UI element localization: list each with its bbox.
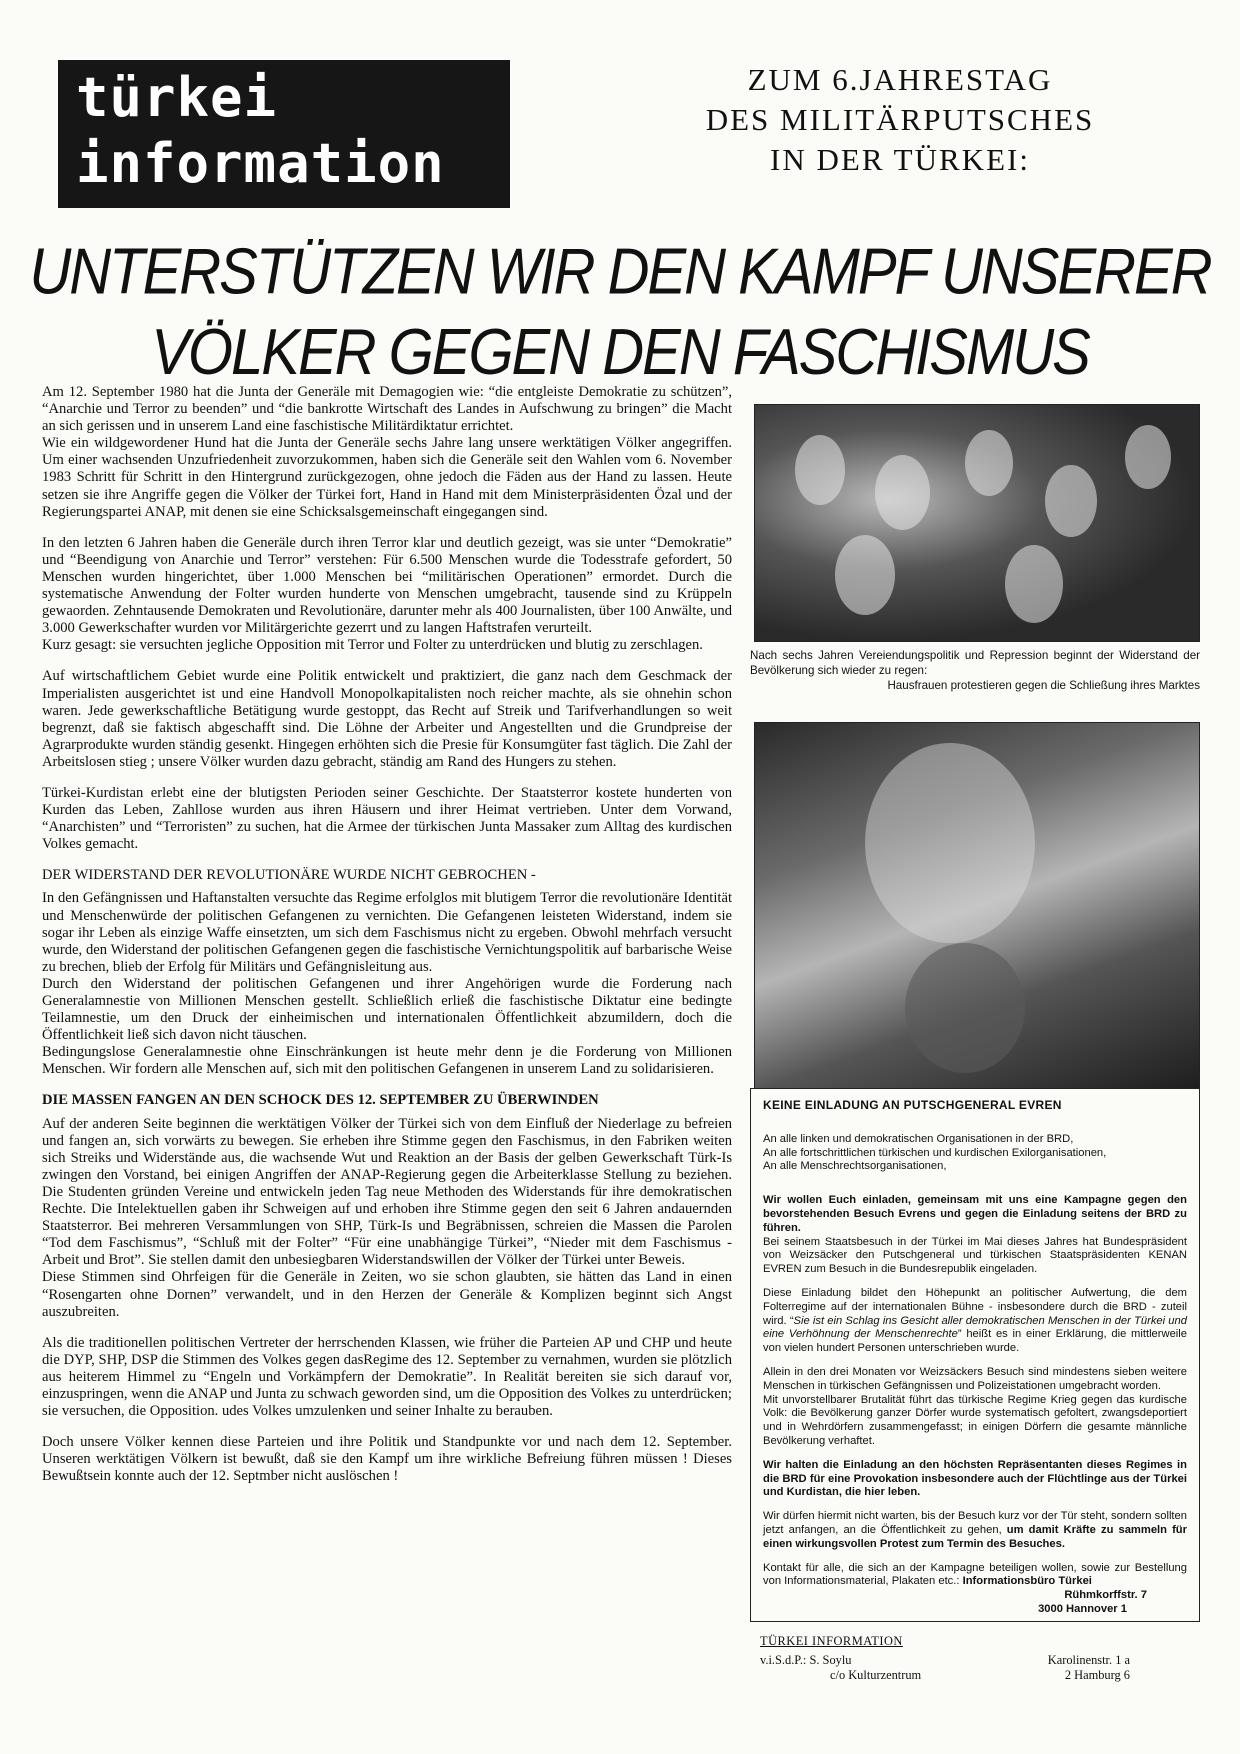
- footer-title: TÜRKEI INFORMATION: [760, 1634, 903, 1648]
- article-paragraph: Wie ein wildgewordener Hund hat die Junta der Generäle sechs Jahre lang unsere werktätigen Völker angegriffen. Um einer wachsenden Unzufriedenheit zuvorzukommen, haben sich die Generäle seit den Wahlen vom 6. November 1983 Schritt für Schritt in den Hintergrund zurückgezogen, ohne jedoch die Fäden aus der Hand zu lassen. Heute setzen sie ihre Angriffe gegen die Völker der Türkei fort, Hand in Hand mit dem Ministerpräsidenten Özal und der Regierungspartei ANAP, mit denen sie eine Schicksalsgemeinschaft eingegangen sind.: [42, 435, 732, 520]
- article-paragraph: In den Gefängnissen und Haftanstalten versuchte das Regime erfolglos mit blutigem Terror die revolutionäre Identität und Menschenwürde der politischen Gefangenen zu vernichten. Die Gefangenen leisteten Widerstand, indem sie sogar ihr Leben als einzige Waffe einsetzten, um sich dem Faschismus nicht zu ergeben. Obwohl mehrfach versucht wurde, den Widerstand der politischen Gefangenen gegen die faschistische Vernichtungspolitik auf barbarische Weise zu brechen, blieb der Erfolg für Militärs und Gefängnisleitung aus.: [42, 890, 732, 975]
- campaign-box: [750, 1088, 1200, 1622]
- box-bold-paragraph: Wir wollen Euch einladen, gemeinsam mit uns eine Kampagne gegen den bevorstehenden Besuch Evrens und gegen die Einladung seitens der BRD zu führen.: [763, 1194, 1187, 1234]
- article-paragraph: In den letzten 6 Jahren haben die Generäle durch ihren Terror klar und deutlich gezeigt, was sie unter “Demokratie” und “Beendigung von Anarchie und Terror” verstehen: Für 6.500 Menschen wurde die Todesstrafe gefordert, 50 Menschen wurden hingerichtet, über 1.000 Menschen bei “militärischen Operationen” ermordet. Durch die systematische Anwendung der Folter wurden hunderte von Menschen umgebracht, tausende sind zu Krüppeln gewaorden. Zehntausende Demokraten und Revolutionäre, darunter mehr als 400 Journalisten, über 100 Anwälte, und 3.000 Gewerkschafter wurden vor Militärgerichte gezerrt und zu langen Haftstrafen verurteilt.: [42, 534, 732, 637]
- kicker-line-3: IN DER TÜRKEI:: [770, 142, 1030, 177]
- box-address-city: 3000 Hannover 1: [1038, 1602, 1127, 1615]
- box-quote: Sie ist ein Schlag ins Gesicht aller demokratischen Menschen in der Türkei und eine Verhöhnung der Menschenrechte: [763, 1314, 1187, 1341]
- section-heading: DER WIDERSTAND DER REVOLUTIONÄRE WURDE NICHT GEBROCHEN -: [42, 867, 536, 884]
- article-paragraph: Am 12. September 1980 hat die Junta der Generäle mit Demagogien wie: “die entgleiste Demokratie zu schützen”, “Anarchie und Terror zu beenden” und “die bankrotte Wirtschaft des Landes in Aufschwung zu bringen” die Macht an sich gerissen und in unserem Land eine faschistische Militärdiktatur errichtet.: [42, 384, 732, 435]
- masthead-line-1: türkei: [76, 66, 278, 129]
- photo-caption-subline: Hausfrauen protestieren gegen die Schließung ihres Marktes: [887, 679, 1200, 692]
- article-paragraph: Bedingungslose Generalamnestie ohne Einschränkungen ist heute mehr denn je die Forderung von Millionen Menschen. Wir fordern alle Menschen auf, sich mit den politischen Gefangenen in unserem Land zu solidarisieren.: [42, 1044, 732, 1078]
- article-paragraph: Diese Stimmen sind Ohrfeigen für die Generäle in Zeiten, wo sie schon glaubten, sie hätten das Land in einen “Rosengarten ohne Dornen” verwandelt, und in den Herzen der Generäle & Komplizen beginnt sich Angst auszubreiten.: [42, 1269, 732, 1320]
- article-paragraph: Durch den Widerstand der politischen Gefangenen und ihrer Angehörigen wurde die Forderung nach Generalamnestie von Millionen Menschen gestellt. Schließlich erließ die faschistische Diktatur eine bedingte Teilamnestie, um den Druck der einheimischen und internationalen Öffentlichkeit abzumildern, doch die Öffentlichkeit ließ sich davon nicht täuschen.: [42, 975, 732, 1044]
- box-paragraph: Wir dürfen hiermit nicht warten, bis der Besuch kurz vor der Tür steht, sondern sollten jetzt anfangen, an die Öffentlichkeit zu gehen, um damit Kräfte zu sammeln für einen wirkungsvollen Protest zum Termin des Besuches.: [763, 1510, 1187, 1550]
- kicker-line-2: DES MILITÄRPUTSCHES: [705, 102, 1095, 137]
- footer-visdp: v.i.S.d.P.: S. Soylu: [760, 1653, 852, 1667]
- box-title: KEINE EINLADUNG AN PUTSCHGENERAL EVREN: [763, 1098, 1062, 1112]
- headline: [20, 232, 1220, 393]
- box-bold-paragraph: Wir halten die Einladung an den höchsten Repräsentanten dieses Regimes in die BRD für eine Provokation insbesondere auch der Flüchtlinge aus der Türkei und Kurdistan, die hier leben.: [763, 1458, 1187, 1499]
- photo-protest-housewives: [754, 404, 1200, 642]
- footer-co: c/o Kulturzentrum: [830, 1668, 922, 1682]
- article-paragraph: Als die traditionellen politischen Vertreter der herrschenden Klassen, wie früher die Parteien AP und CHP und heute die DYP, SHP, DSP die Stimmen des Volkes gegen dasRegime des 12. September zu vernahmen, wurden sie plötzlich aus heiterem Himmel zu “Engeln und Vorkämpfern der Demokratie”. In Realität bereiten sie sich darauf vor, einzuspringen, wenn die ANAP und Junta zu schwach geworden sind, um die Opposition des Volkes zu unterdrücken; sie versuchen, die Opposition. udes Volkes umzulenken und seiner Inhalte zu berauben.: [42, 1334, 732, 1420]
- box-paragraph: Diese Einladung bildet den Höhepunkt an politischer Aufwertung, die dem Folterregime auf der internationalen Bühne - insbesondere durch die BRD - zuteil wird. “Sie ist ein Schlag ins Gesicht aller demokratischen Menschen in der Türkei und eine Verhöhnung der Menschenrechte” heißt es in einer Erklärung, die mittlerweile von vielen hundert Personen unterschrieben wurde.: [763, 1286, 1187, 1355]
- box-address-line: An alle linken und demokratischen Organisationen in der BRD,: [763, 1132, 1074, 1145]
- kicker: [600, 60, 1200, 180]
- article-paragraph: Doch unsere Völker kennen diese Parteien und ihre Politik und Standpunkte vor und nach dem 12. September. Unseren werktätigen Völkern ist bewußt, daß sie den Kampf um ihre wirkliche Befreiung führen müssen ! Dieses Bewußtsein konnte auch der 12. Septmber nicht auslöschen !: [42, 1434, 732, 1485]
- article-paragraph: Auf wirtschaftlichem Gebiet wurde eine Politik entwickelt und praktiziert, die ganz nach dem Geschmack der Imperialisten ausgerichtet ist und eine Handvoll Monopolkapitalisten noch reicher machte, als sie ohnehin schon waren. Jede gewerkschaftliche Betätigung wurde gestoppt, das Recht auf Streik und Tarifverhandlungen so weit begrenzt, daß sie faktisch abgeschafft sind. Die Löhne der Arbeiter und Angestellten und die Grundpreise der Agrarprodukte wurden ständig gesenkt. Hingegen erhöhten sich die Presie für Konsumgüter fast täglich. Die Zahl der Arbeitslosen stieg ; unsere Völker wurden dazu gebracht, ständig am Rand des Hungers zu stehen.: [42, 668, 732, 770]
- kicker-line-1: ZUM 6.JAHRESTAG: [747, 62, 1053, 97]
- box-address-line: An alle fortschrittlichen türkischen und kurdischen Exilorganisationen,: [763, 1146, 1107, 1159]
- footer-street: Karolinenstr. 1 a: [1047, 1653, 1130, 1667]
- masthead-line-2: information: [76, 132, 445, 195]
- headline-line-2: VÖLKER GEGEN DEN FASCHISMUS: [151, 316, 1089, 389]
- section-heading: DIE MASSEN FANGEN AN DEN SCHOCK DES 12. SEPTEMBER ZU ÜBERWINDEN: [42, 1092, 599, 1109]
- photo-caption: Nach sechs Jahren Vereiendungspolitik und Repression beginnt der Widerstand der Bevölkerung sich wieder zu regen:: [750, 649, 1200, 677]
- article-paragraph: Auf der anderen Seite beginnen die werktätigen Völker der Türkei sich von dem Einfluß der Niederlage zu befreien und fangen an, sich vorwärts zu bewegen. Sie erheben ihre Stimme gegen den Faschismus, in den Fabriken weiten sich Streiks und Widerstände aus, die wachsende Wut und Reaktion an der Basis der gelben Gewerkschaft Türk-Is zwingen den Vorstand, bei einigen Angriffen der ANAP-Regierung gegen die Arbeiterklasse Stellung zu beziehen. Die Studenten gründen Vereine und entwickeln jeden Tag neue Methoden des Widerstands für ihre demokratischen Rechte. Die Intelektuellen gaben ihr Schweigen auf und erhoben ihre Stimme gegen den seit 6 Jahren andauernden Staatsterror. Bei mehreren Versammlungen von SHP, Türk-Is und Begräbnissen, schreien die Massen die Parolen “Tod dem Faschismus”, “Schluß mit der Folter” “Für eine unabhängige Türkei”, “Nieder mit dem Faschismus - Arbeit und Brot”. Sie stellen damit den unbesiegbaren Widerstandswillen der Völker der Türkei unter Beweis.: [42, 1115, 732, 1269]
- article-paragraph: Türkei-Kurdistan erlebt eine der blutigsten Perioden seiner Geschichte. Der Staatsterror kostete hunderten von Kurden das Leben, Zahllose wurden aus ihren Häusern und ihrer Heimat vertrieben. Unter dem Vorwand, “Anarchisten” und “Terroristen” zu suchen, hat die Armee der türkischen Junta Massaker zum Alltag des kurdischen Volkes gemacht.: [42, 784, 732, 853]
- masthead-logo: [58, 60, 510, 208]
- box-address-street: Rühmkorffstr. 7: [1064, 1589, 1147, 1602]
- article-body: [42, 384, 732, 1499]
- box-address-line: An alle Menschrechtsorganisationen,: [763, 1160, 947, 1173]
- article-paragraph: Kurz gesagt: sie versuchten jegliche Opposition mit Terror und Folter zu unterdrücken und blutig zu zerschlagen.: [42, 637, 703, 654]
- box-paragraph: Allein in den drei Monaten vor Weizsäckers Besuch sind mindestens sieben weitere Menschen in türkischen Gefängnissen und Polizeistationen umgebracht worden.: [763, 1365, 1187, 1392]
- footer-city: 2 Hamburg 6: [1064, 1668, 1130, 1682]
- box-contact: Kontakt für alle, die sich an der Kampagne beteiligen wollen, sowie zur Bestellung von Informationsmaterial, Plakaten etc.: Informationsbüro Türkei: [763, 1561, 1187, 1588]
- photo-evren-portrait: [754, 722, 1200, 1090]
- box-paragraph: Bei seinem Staatsbesuch in der Türkei im Mai dieses Jahres hat Bundespräsident von Weizsäcker den Putschgeneral und türkischen Staatspräsidenten KENAN EVREN zum Besuch in die Bundesrepublik eingeladen.: [763, 1235, 1187, 1276]
- box-paragraph: Mit unvorstellbarer Brutalität führt das türkische Regime Krieg gegen das kurdische Volk: die Bevölkerung ganzer Dörfer wurde systematisch gefoltert, zwangsdeportiert und in Wehrdörfern zusammengefasst; in einigen Dörfern die gesamte männliche Bevölkerung verhaftet.: [763, 1393, 1187, 1447]
- footer-imprint: [760, 1634, 1200, 1683]
- headline-line-1: UNTERSTÜTZEN WIR DEN KAMPF UNSERER: [29, 235, 1211, 309]
